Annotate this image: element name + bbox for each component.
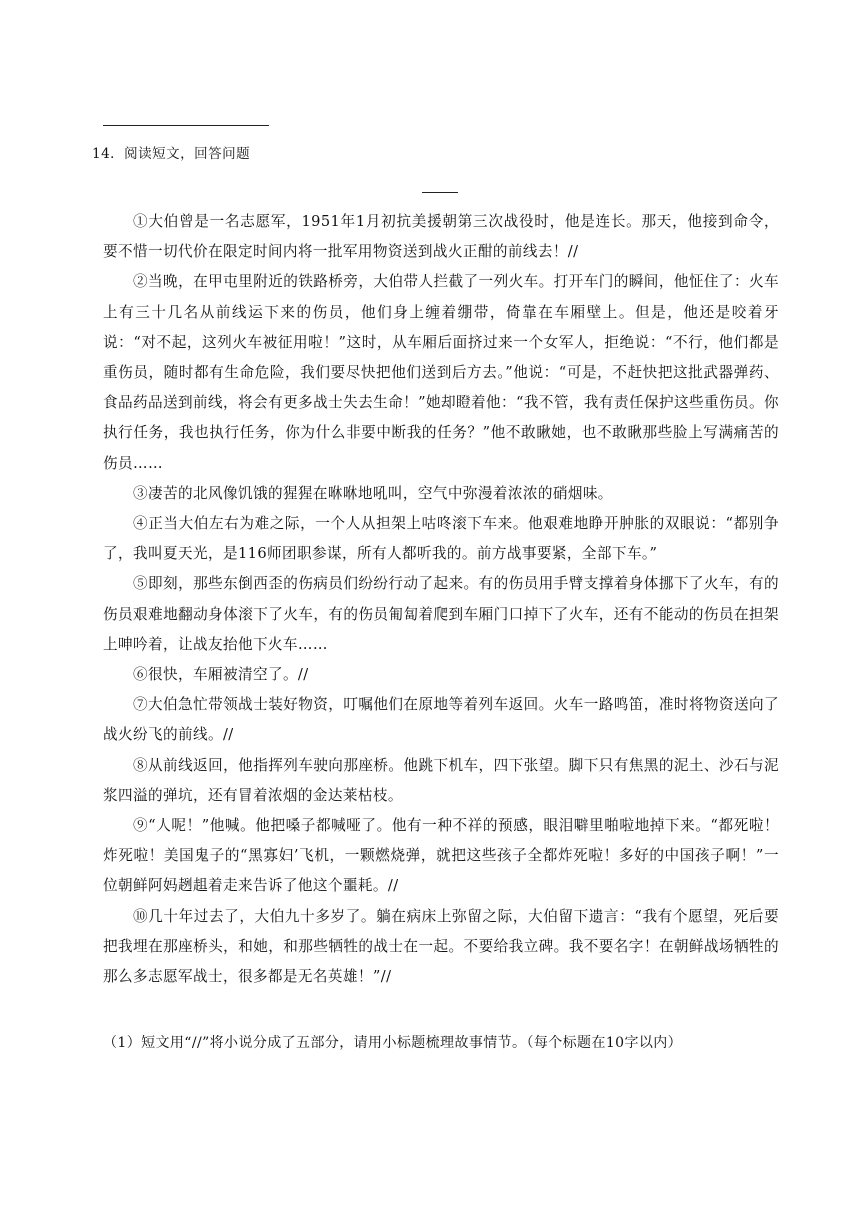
paragraph-1: ①大伯曾是一名志愿军，1951年1月初抗美援朝第三次战役时，他是连长。那天，他接到命令，要不惜一切代价在限定时间内将一批军用物资送到战火正酣的前线去！// [103,213,779,261]
paragraph-2: ②当晚，在甲屯里附近的铁路桥旁，大伯带人拦截了一列火车。打开车门的瞬间，他怔住了：火车上有三十几名从前线运下来的伤员，他们身上缠着绷带，倚靠在车厢壁上。但是，他还是咬着牙说：“对不起，这列火车被征用啦！”这时，从车厢后面挤过来一个女军人，拒绝说：“不行，他们都是重伤员，随时都有生命危险，我们要尽快把他们送到后方去。”他说：“可是，不赶快把这批武器弹药、食品药品送到前线，将会有更多战士失去生命！”她却瞪着他：“我不管，我有责任保护这些重伤员。你执行任务，我也执行任务，你为什么非要中断我的任务？”他不敢瞅她，也不敢瞅那些脸上写满痛苦的伤员…… [103,273,779,472]
paragraph-4: ④正当大伯左右为难之际，一个人从担架上咕咚滚下车来。他艰难地睁开肿胀的双眼说：“都别争了，我叫夏天光，是116师团职参谋，所有人都听我的。前方战事要紧，全部下车。” [103,515,779,563]
paragraph-8: ⑧从前线返回，他指挥列车驶向那座桥。他跳下机车，四下张望。脚下只有焦黑的泥土、沙石与泥浆四溢的弹坑，还有冒着浓烟的金达莱枯枝。 [103,756,779,804]
paragraph-5: ⑤即刻，那些东倒西歪的伤病员们纷纷行动了起来。有的伤员用手臂支撑着身体挪下了火车，有的伤员艰难地翻动身体滚下了火车，有的伤员匍匐着爬到车厢门口掉下了火车，还有不能动的伤员在担架上呻吟着，让战友抬他下火车…… [103,575,779,653]
sub-question-1: （1）短文用“//”将小说分成了五部分，请用小标题梳理故事情节。（每个标题在10字以内） [103,1035,683,1051]
question-header: 14．阅读短文，回答问题 [92,146,251,162]
paragraph-6: ⑥很快，车厢被清空了。// [133,666,309,684]
title-blank-line [422,192,458,193]
top-divider-line [103,125,269,126]
paragraph-3: ③凄苦的北风像饥饿的猩猩在咻咻地吼叫，空气中弥漫着浓浓的硝烟味。 [133,484,613,502]
article-body [103,207,779,992]
paragraph-9: ⑨“人呢！”他喊。他把嗓子都喊哑了。他有一种不祥的预感，眼泪噼里啪啦地掉下来。“都死啦！炸死啦！美国鬼子的“黑寡妇’飞机，一颗燃烧弹，就把这些孩子全都炸死啦！多好的中国孩子啊！”一位朝鲜阿妈趔趄着走来告诉了他这个噩耗。// [103,817,779,895]
paragraph-7: ⑦大伯急忙带领战士装好物资，叮嘱他们在原地等着列车返回。火车一路鸣笛，准时将物资送向了战火纷飞的前线。// [103,696,779,744]
paragraph-10: ⑩几十年过去了，大伯九十多岁了。躺在病床上弥留之际，大伯留下遗言：“我有个愿望，死后要把我埋在那座桥头，和她，和那些牺牲的战士在一起。不要给我立碑。我不要名字！在朝鲜战场牺牲的那么多志愿军战士，很多都是无名英雄！”// [103,907,779,986]
